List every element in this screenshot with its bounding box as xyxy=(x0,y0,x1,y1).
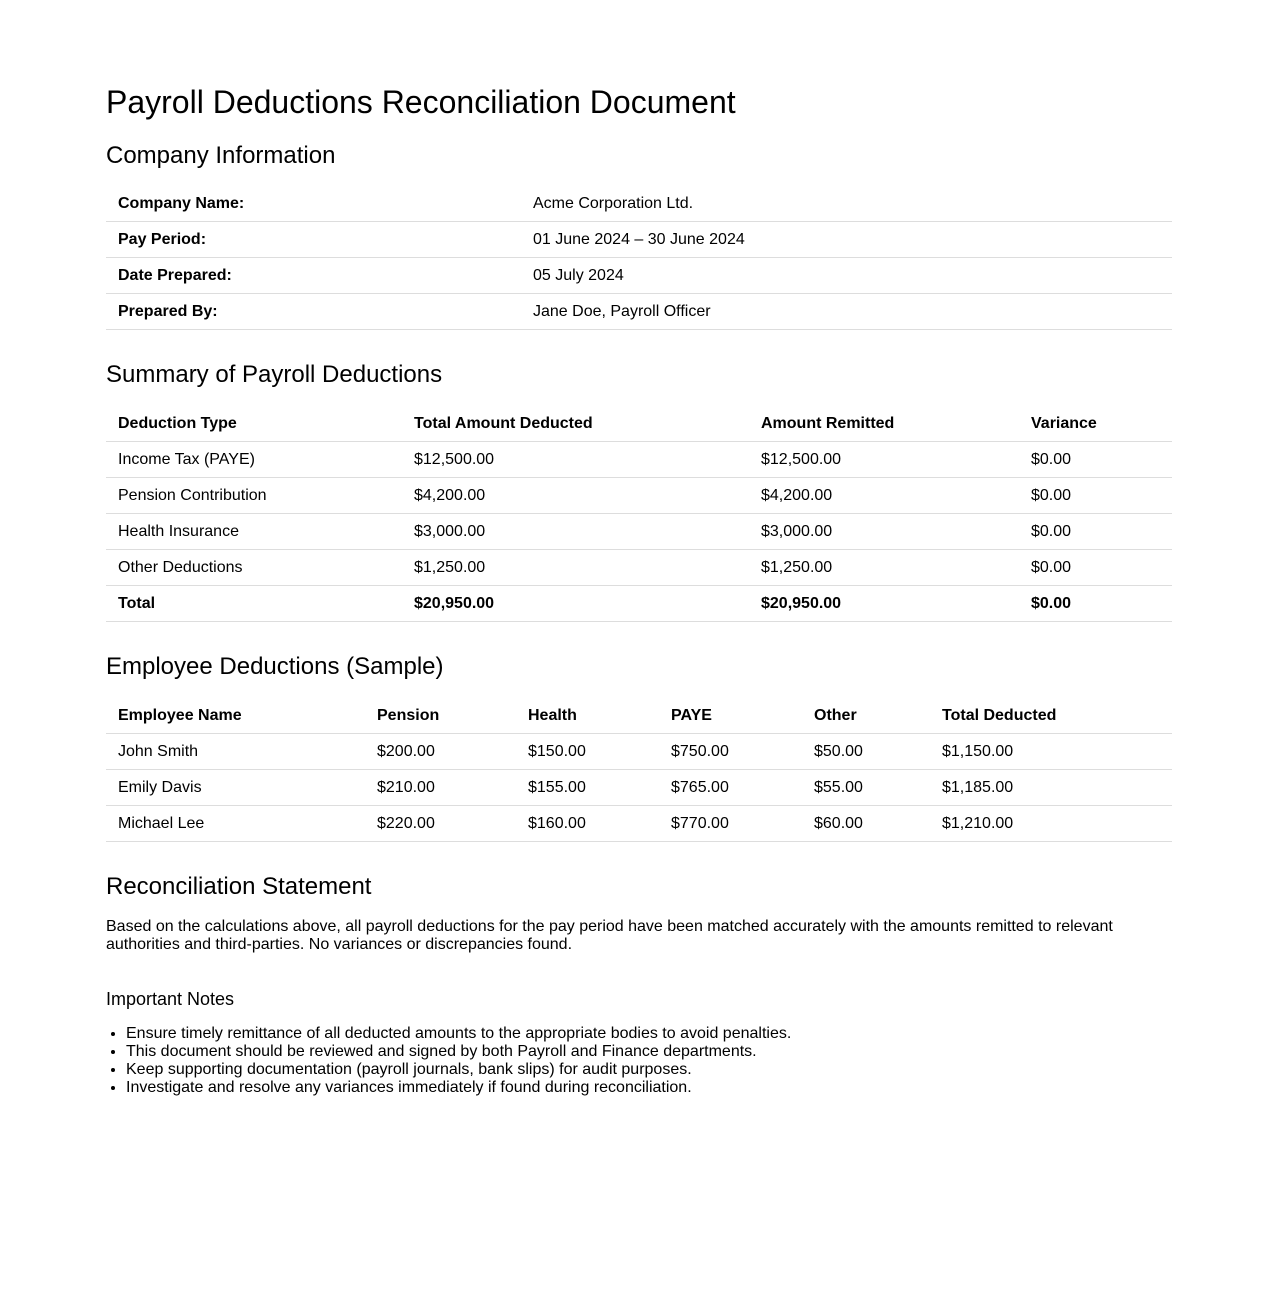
table-cell: $1,150.00 xyxy=(930,734,1172,770)
employee-deductions-table xyxy=(106,698,1172,842)
table-cell: $1,250.00 xyxy=(402,550,749,586)
total-row xyxy=(106,586,1172,622)
table-cell: $12,500.00 xyxy=(749,442,1019,478)
table-cell: $0.00 xyxy=(1019,514,1172,550)
prepared-by-value: Jane Doe, Payroll Officer xyxy=(521,294,1172,330)
table-row xyxy=(106,514,1172,550)
company-name-value: Acme Corporation Ltd. xyxy=(521,186,1172,222)
table-header-row xyxy=(106,406,1172,442)
table-cell: $4,200.00 xyxy=(749,478,1019,514)
date-prepared-value: 05 July 2024 xyxy=(521,258,1172,294)
table-cell: $155.00 xyxy=(516,770,659,806)
table-cell: $60.00 xyxy=(802,806,930,842)
table-row xyxy=(106,442,1172,478)
table-row xyxy=(106,478,1172,514)
table-cell: Health Insurance xyxy=(106,514,402,550)
table-header-row xyxy=(106,698,1172,734)
table-row xyxy=(106,222,1172,258)
table-cell: $0.00 xyxy=(1019,550,1172,586)
pay-period-label: Pay Period: xyxy=(106,222,521,258)
notes-list xyxy=(106,1025,1172,1097)
reconciliation-statement: Based on the calculations above, all payroll deductions for the pay period have been matched accurately with the amounts remitted to relevant authorities and third-parties. No variances or discrepancies found. xyxy=(106,918,1113,953)
column-header: PAYE xyxy=(659,698,802,734)
table-cell: Income Tax (PAYE) xyxy=(106,442,402,478)
summary-table xyxy=(106,406,1172,622)
table-row xyxy=(106,770,1172,806)
column-header: Other xyxy=(802,698,930,734)
table-cell: Emily Davis xyxy=(106,770,365,806)
table-cell: $220.00 xyxy=(365,806,516,842)
table-row xyxy=(106,258,1172,294)
table-row xyxy=(106,186,1172,222)
prepared-by-label: Prepared By: xyxy=(106,294,521,330)
table-row xyxy=(106,806,1172,842)
table-cell: $1,210.00 xyxy=(930,806,1172,842)
table-cell: $200.00 xyxy=(365,734,516,770)
table-cell: $3,000.00 xyxy=(749,514,1019,550)
pay-period-value: 01 June 2024 – 30 June 2024 xyxy=(521,222,1172,258)
document-title: Payroll Deductions Reconciliation Document xyxy=(106,84,736,120)
table-cell: $750.00 xyxy=(659,734,802,770)
reconciliation-heading: Reconciliation Statement xyxy=(106,873,372,900)
column-header: Deduction Type xyxy=(106,406,402,442)
table-cell: John Smith xyxy=(106,734,365,770)
table-cell: $0.00 xyxy=(1019,442,1172,478)
table-row xyxy=(106,734,1172,770)
list-item: • This document should be reviewed and signed by both Payroll and Finance departments. xyxy=(126,1043,1172,1061)
column-header: Amount Remitted xyxy=(749,406,1019,442)
list-item: • Keep supporting documentation (payroll journals, bank slips) for audit purposes. xyxy=(126,1061,1172,1079)
list-item: • Investigate and resolve any variances immediately if found during reconciliation. xyxy=(126,1079,1172,1097)
column-header: Employee Name xyxy=(106,698,365,734)
employee-deductions-heading: Employee Deductions (Sample) xyxy=(106,653,444,680)
column-header: Health xyxy=(516,698,659,734)
table-cell: $770.00 xyxy=(659,806,802,842)
table-cell: $210.00 xyxy=(365,770,516,806)
table-cell: Michael Lee xyxy=(106,806,365,842)
table-cell: $4,200.00 xyxy=(402,478,749,514)
table-cell: $50.00 xyxy=(802,734,930,770)
total-deducted: $20,950.00 xyxy=(402,586,749,622)
table-row xyxy=(106,550,1172,586)
table-cell: $150.00 xyxy=(516,734,659,770)
column-header: Total Amount Deducted xyxy=(402,406,749,442)
company-info-heading: Company Information xyxy=(106,142,336,169)
table-cell: Pension Contribution xyxy=(106,478,402,514)
summary-heading: Summary of Payroll Deductions xyxy=(106,361,443,388)
company-name-label: Company Name: xyxy=(106,186,521,222)
table-cell: $55.00 xyxy=(802,770,930,806)
date-prepared-label: Date Prepared: xyxy=(106,258,521,294)
table-cell: Other Deductions xyxy=(106,550,402,586)
table-cell: $1,185.00 xyxy=(930,770,1172,806)
list-item: • Ensure timely remittance of all deducted amounts to the appropriate bodies to avoid penalties. xyxy=(126,1025,1172,1043)
table-cell: $1,250.00 xyxy=(749,550,1019,586)
total-variance: $0.00 xyxy=(1019,586,1172,622)
table-cell: $765.00 xyxy=(659,770,802,806)
total-remitted: $20,950.00 xyxy=(749,586,1019,622)
notes-heading: Important Notes xyxy=(106,989,235,1009)
total-label: Total xyxy=(106,586,402,622)
table-cell: $0.00 xyxy=(1019,478,1172,514)
column-header: Pension xyxy=(365,698,516,734)
column-header: Total Deducted xyxy=(930,698,1172,734)
column-header: Variance xyxy=(1019,406,1172,442)
table-row xyxy=(106,294,1172,330)
table-cell: $12,500.00 xyxy=(402,442,749,478)
company-info-table xyxy=(106,186,1172,330)
table-cell: $3,000.00 xyxy=(402,514,749,550)
table-cell: $160.00 xyxy=(516,806,659,842)
